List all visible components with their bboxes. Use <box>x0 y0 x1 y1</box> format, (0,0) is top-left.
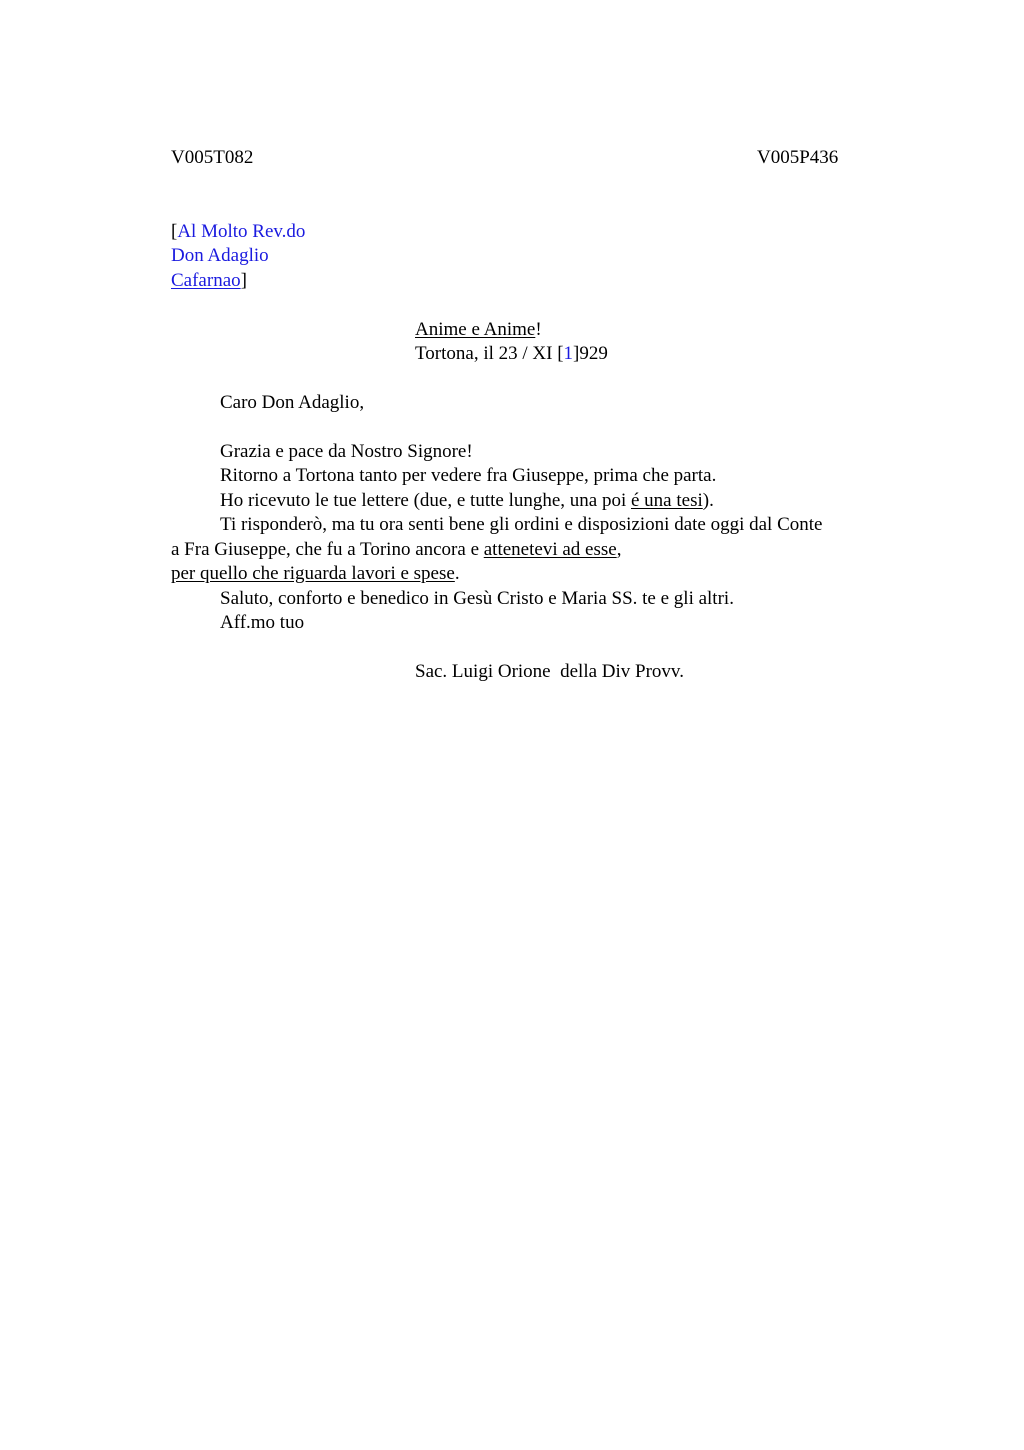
p4-line3-underlined: per quello che riguarda lavori e spese <box>171 563 455 584</box>
address-close-bracket: ] <box>240 270 247 291</box>
address-line-1 <box>171 220 305 244</box>
address-recipient-title: Al Molto Rev.do <box>177 221 306 242</box>
date-suffix: ]929 <box>573 343 608 364</box>
p4-line2-end: , <box>616 539 622 560</box>
letter-date <box>415 342 608 366</box>
date-prefix: Tortona, il 23 / XI [ <box>415 343 564 364</box>
address-open-bracket: [ <box>171 221 178 242</box>
signature: Sac. Luigi Orione della Div Provv. <box>415 661 684 682</box>
document-code-left: V005T082 <box>171 147 254 168</box>
p3-underlined: é una tesi <box>631 490 703 511</box>
letter-motto <box>415 318 542 342</box>
address-line-2: Don Adaglio <box>171 245 269 266</box>
body-paragraph-5: Saluto, conforto e benedico in Gesù Cristo e Maria SS. te e gli altri. <box>220 588 734 609</box>
p4-line3-end: . <box>454 563 460 584</box>
date-inserted-digit: 1 <box>563 343 574 364</box>
body-paragraph-4-line-2 <box>171 538 621 562</box>
p3-end: ). <box>702 490 714 511</box>
motto-punct: ! <box>535 319 542 340</box>
body-paragraph-3 <box>220 489 714 513</box>
body-paragraph-4-line-3 <box>171 562 460 586</box>
closing: Aff.mo tuo <box>220 612 305 633</box>
p4-line2-underlined: attenetevi ad esse <box>483 539 617 560</box>
document-code-right: V005P436 <box>757 147 839 168</box>
address-line-3 <box>171 269 247 293</box>
address-place-link[interactable]: Cafarnao <box>171 270 241 291</box>
body-paragraph-2: Ritorno a Tortona tanto per vedere fra Giuseppe, prima che parta. <box>220 465 717 486</box>
p3-start: Ho ricevuto le tue lettere (due, e tutte lunghe, una poi <box>220 490 631 511</box>
body-paragraph-4-line-1: Ti risponderò, ma tu ora senti bene gli ordini e disposizioni date oggi dal Conte <box>220 514 823 535</box>
salutation: Caro Don Adaglio, <box>220 392 365 413</box>
p4-line2-start: a Fra Giuseppe, che fu a Torino ancora e <box>171 539 484 560</box>
motto-text: Anime e Anime <box>415 319 536 340</box>
body-paragraph-1: Grazia e pace da Nostro Signore! <box>220 441 473 462</box>
